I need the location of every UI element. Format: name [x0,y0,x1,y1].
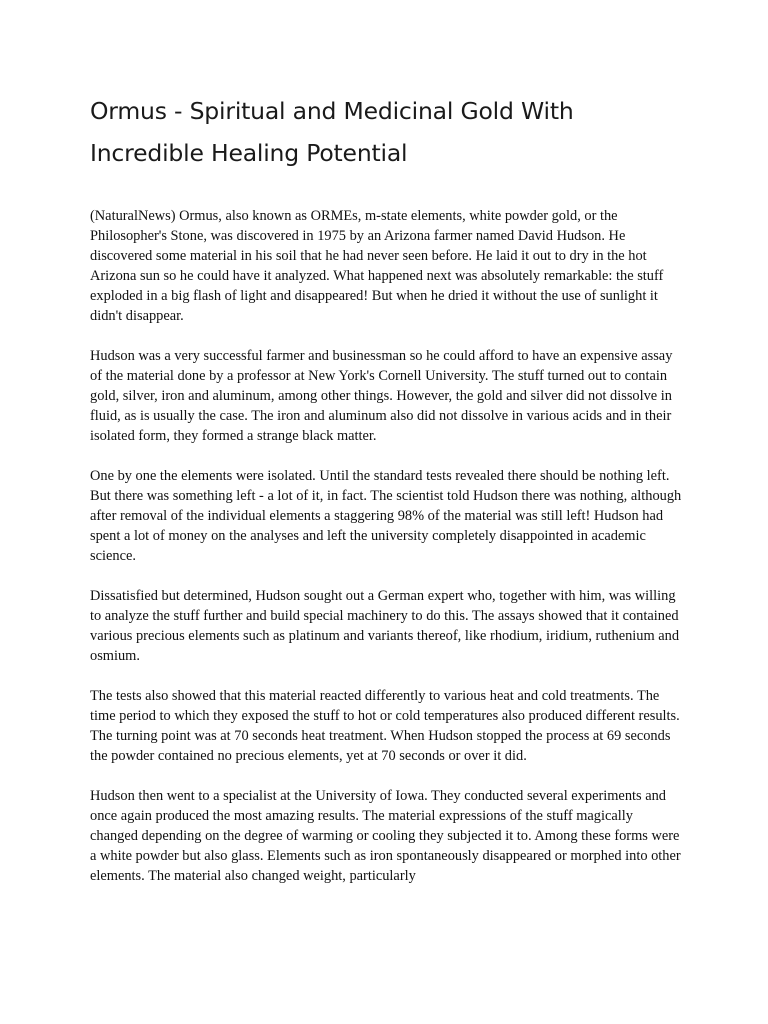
paragraph: Hudson then went to a specialist at the University of Iowa. They conducted several experiments and once again produced the most amazing results. The material expressions of the stuff magically changed depending on the degree of warming or cooling they subjected it to. Among these forms were a white powder but also glass. Elements such as iron spontaneously disappeared or morphed into other elements. The material also changed weight, particularly [90,788,681,884]
paragraph: One by one the elements were isolated. Until the standard tests revealed there should be nothing left. But there was something left - a lot of it, in fact. The scientist told Hudson there was nothing, although after removal of the individual elements a staggering 98% of the material was still left! Hudson had spent a lot of money on the analyses and left the university completely disappointed in academic science. [90,468,682,564]
paragraph: Dissatisfied but determined, Hudson sought out a German expert who, together with him, was willing to analyze the stuff further and build special machinery to do this. The assays showed that it contained various precious elements such as platinum and variants thereof, like rhodium, iridium, ruthenium and osmium. [90,588,680,664]
article-title: Ormus - Spiritual and Medicinal Gold With Incredible Healing Potential [90,97,574,167]
paragraph: Hudson was a very successful farmer and businessman so he could afford to have an expensive assay of the material done by a professor at New York's Cornell University. The stuff turned out to contain gold, silver, iron and aluminum, among other things. However, the gold and silver did not dissolve in fluid, as is usually the case. The iron and aluminum also did not dissolve in various acids and in their isolated form, they formed a strange black matter. [90,348,673,444]
paragraph: The tests also showed that this material reacted differently to various heat and cold treatments. The time period to which they exposed the stuff to hot or cold temperatures also produced different results. The turning point was at 70 seconds heat treatment. When Hudson stopped the process at 69 seconds the powder contained no precious elements, yet at 70 seconds or over it did. [90,688,680,764]
article-body [90,206,684,886]
paragraph: (NaturalNews) Ormus, also known as ORMEs, m-state elements, white powder gold, or the Philosopher's Stone, was discovered in 1975 by an Arizona farmer named David Hudson. He discovered some material in his soil that he had never seen before. He laid it out to dry in the hot Arizona sun so he could have it analyzed. What happened next was absolutely remarkable: the stuff exploded in a big flash of light and disappeared! But when he dried it without the use of sunlight it didn't disappear. [90,208,664,324]
